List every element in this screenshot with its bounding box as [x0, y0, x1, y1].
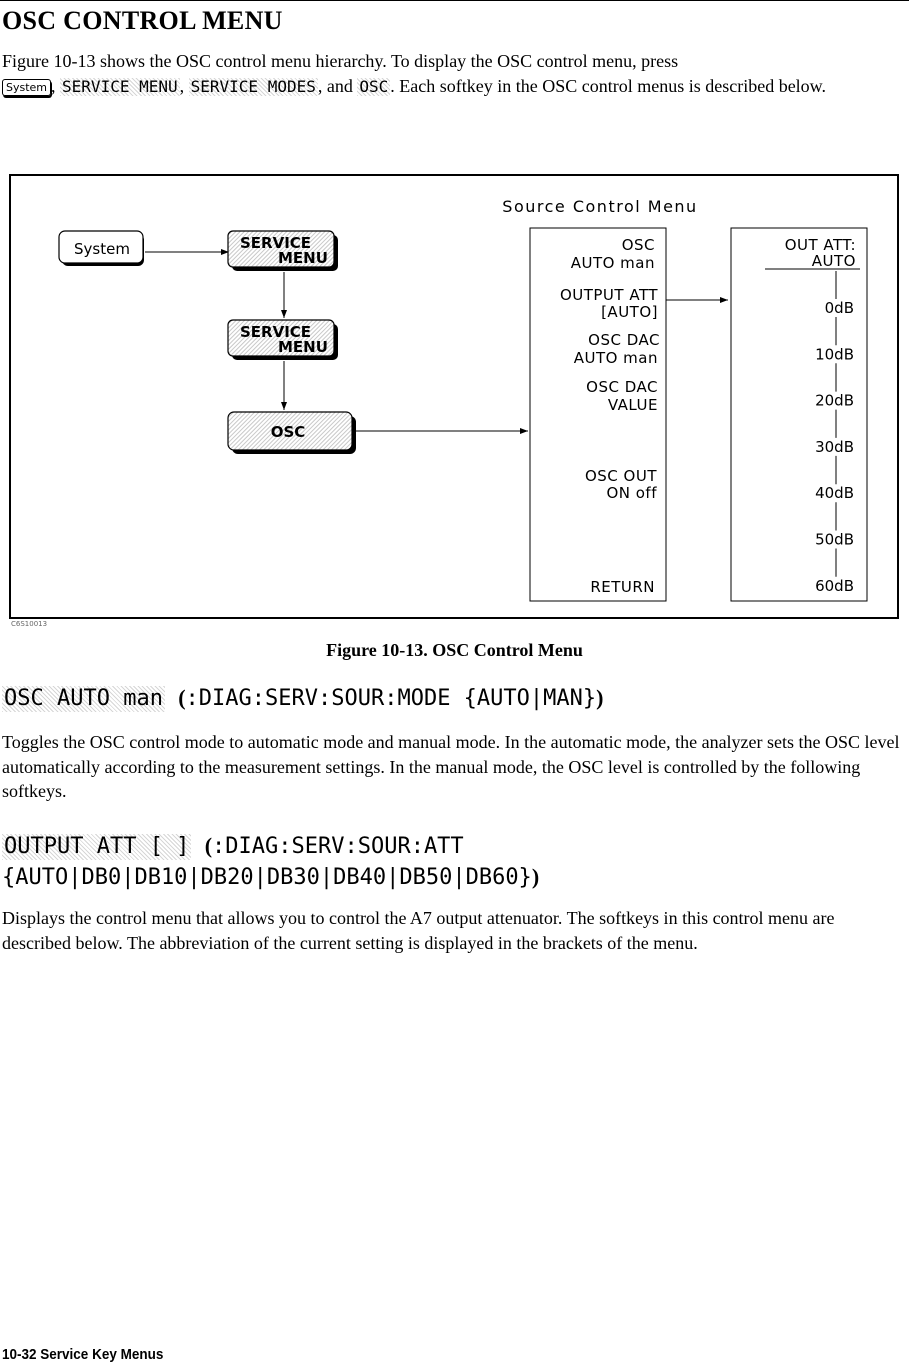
menu-osc-auto-line1: OSC [621, 236, 655, 254]
figure-code: C6S10013 [11, 620, 48, 628]
att-menu-item: 20dB [815, 391, 854, 410]
menu-osc-auto-line2: AUTO man [570, 254, 655, 272]
service-menu-key-2-line1: SERVICE [240, 323, 312, 341]
open-paren: ( [204, 833, 213, 858]
menu-osc-dac-value-line1: OSC DAC [586, 378, 658, 396]
osc-auto-man-softkey: OSC AUTO man [4, 686, 163, 711]
att-menu-item: 10dB [815, 345, 854, 364]
output-att-heading [2, 831, 539, 893]
osc-key-label: OSC [270, 423, 306, 441]
intro-sep-3: , and [317, 75, 358, 96]
menu-osc-dac-auto-line1: OSC DAC [588, 331, 660, 349]
menu-return: RETURN [590, 578, 655, 596]
osc-auto-man-heading [2, 683, 603, 714]
output-att-softkey: OUTPUT ATT [ ] [4, 834, 190, 859]
intro-text-1: Figure 10-13 shows the OSC control menu hierarchy. To display the OSC control menu, press [2, 51, 679, 71]
att-menu-item: 50dB [815, 530, 854, 549]
page-footer: 10-32 Service Key Menus [2, 1346, 164, 1363]
intro-sep-1: , [51, 75, 61, 96]
diagram-title: Source Control Menu [502, 197, 698, 216]
output-att-command-line1: :DIAG:SERV:SOUR:ATT [212, 834, 464, 859]
service-modes-softkey: SERVICE MODES [190, 76, 316, 96]
osc-auto-man-command: :DIAG:SERV:SOUR:MODE {AUTO|MAN} [185, 686, 597, 711]
att-menu-header-line2: AUTO [811, 252, 856, 270]
att-menu-item: 0dB [824, 299, 854, 317]
menu-output-att-line1: OUTPUT ATT [559, 286, 658, 304]
service-menu-key-1-line2: MENU [278, 249, 328, 267]
page-title: OSC CONTROL MENU [2, 6, 283, 35]
service-menu-key-1-line1: SERVICE [240, 234, 312, 252]
menu-output-att-line2: [AUTO] [601, 303, 658, 321]
att-menu-item: 30dB [815, 437, 854, 456]
menu-osc-out-line1: OSC OUT [584, 467, 657, 485]
open-paren: ( [178, 685, 186, 710]
system-key-label: System [74, 240, 130, 258]
service-menu-key-2-line2: MENU [278, 338, 328, 356]
osc-auto-man-description: Toggles the OSC control mode to automatic mode and manual mode. In the automatic mode, the analyzer sets the OSC level automatically according to the measurement settings. In the manual mode, the OSC level is controlled by the following softkeys. [2, 732, 900, 801]
osc-softkey: OSC [359, 76, 389, 96]
output-att-description: Displays the control menu that allows you to control the A7 output attenuator. The softkeys in this control menu are described below. The abbreviation of the current setting is displayed in the brackets of the menu. [2, 908, 835, 953]
att-menu-item: 40dB [815, 484, 854, 503]
att-menu-item: 60dB [815, 576, 854, 595]
menu-osc-dac-value-line2: VALUE [607, 396, 658, 414]
figure-caption: Figure 10-13. OSC Control Menu [326, 640, 583, 660]
close-paren: ) [531, 864, 540, 889]
osc-control-menu-diagram [0, 0, 909, 640]
intro-text-2: . Each softkey in the OSC control menus is described below. [390, 75, 827, 96]
service-menu-softkey: SERVICE MENU [62, 76, 178, 96]
output-att-command-line2: {AUTO|DB0|DB10|DB20|DB30|DB40|DB50|DB60} [2, 865, 532, 890]
close-paren: ) [596, 685, 604, 710]
menu-osc-out-line2: ON off [606, 484, 657, 502]
source-control-menu-panel [530, 228, 666, 601]
att-menu-header-line1: OUT ATT: [784, 236, 856, 254]
intro-sep-2: , [179, 75, 189, 96]
menu-osc-dac-auto-line2: AUTO man [573, 349, 658, 367]
system-hardkey: System [2, 79, 51, 96]
